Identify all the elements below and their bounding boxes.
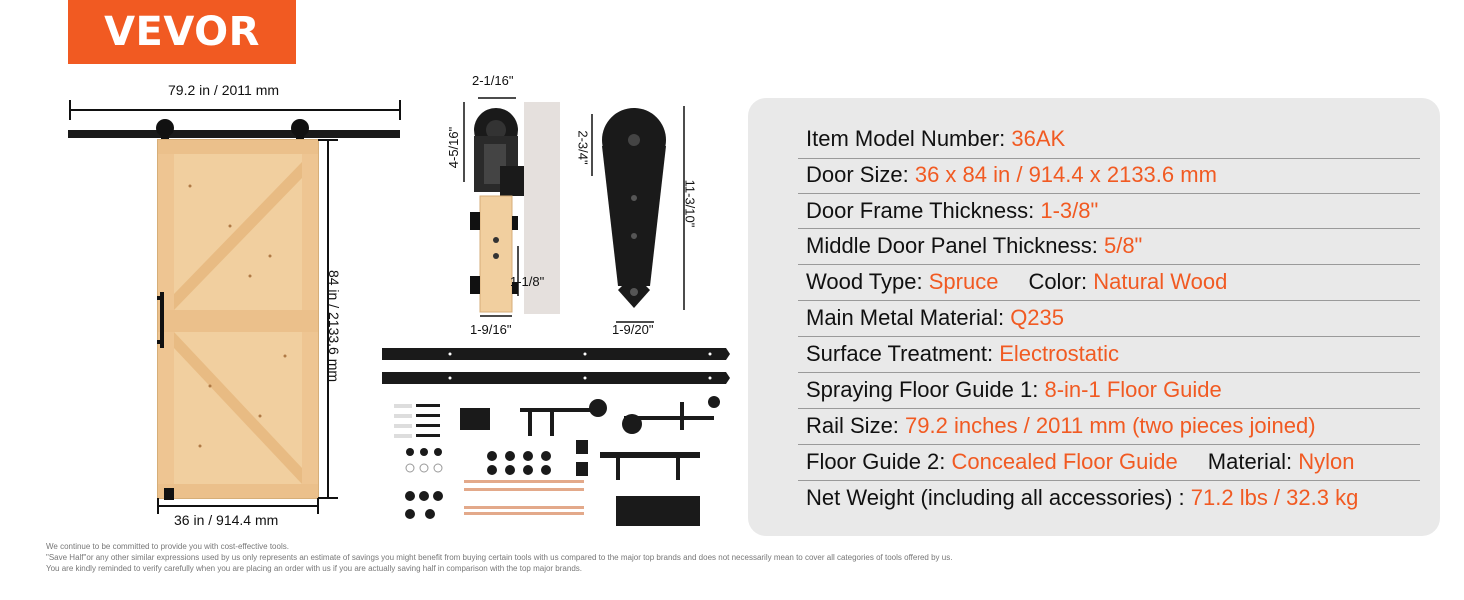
- spec-metal-material: Main Metal Material: Q235: [806, 305, 1065, 330]
- door-height-label: 84 in / 2133.6 mm: [326, 269, 343, 383]
- footnote-line-1: We continue to be committed to provide you with cost-effective tools.: [46, 542, 289, 551]
- door-width-label: 36 in / 914.4 mm: [174, 512, 279, 528]
- hardware-kit-contents: [380, 344, 742, 530]
- side-height-dim: 4-5/16": [446, 126, 462, 169]
- top-width-dim: 2-1/16": [472, 73, 514, 88]
- strap-bottom-dim: 1-9/20": [612, 322, 654, 337]
- strap-height-dim: 11-3/10": [682, 179, 698, 228]
- gap-dim: 1-1/8": [510, 274, 545, 289]
- barn-door-illustration: [60, 96, 420, 536]
- spec-net-weight: Net Weight (including all accessories) : 71.2 lbs / 32.3 kg: [806, 485, 1359, 510]
- spec-door-size: Door Size: 36 x 84 in / 914.4 x 2133.6 mm: [806, 162, 1217, 187]
- footnote-line-2: "Save Half"or any other similar expressions used by us only represents an estimate of savings you might benefit from buying certain tools with us compared to the major top brands and does not necessarily mean to cover all categories of tools offered by us.: [46, 553, 953, 562]
- vevor-logo: VEVOR: [68, 0, 296, 64]
- spec-model-number: Item Model Number: 36AK: [806, 126, 1066, 151]
- spec-wood-type: Wood Type: Spruce Color: Natural Wood: [806, 269, 1228, 294]
- spec-rail-size: Rail Size: 79.2 inches / 2011 mm (two pieces joined): [806, 413, 1316, 438]
- spec-floor-guide-2: Floor Guide 2: Concealed Floor Guide Material: Nylon: [806, 449, 1355, 474]
- footnote-line-3: You are kindly reminded to verify carefully when you are placing an order with us if you are actually saving half in comparison with the top major brands.: [46, 564, 582, 573]
- rail-width-label: 79.2 in / 2011 mm: [168, 82, 280, 98]
- spec-surface-treatment: Surface Treatment: Electrostatic: [806, 341, 1120, 366]
- spec-frame-thickness: Door Frame Thickness: 1-3/8": [806, 198, 1099, 223]
- strap-upper-dim: 2-3/4": [575, 130, 591, 165]
- spec-panel-thickness: Middle Door Panel Thickness: 5/8": [806, 233, 1143, 258]
- bottom-width-dim: 1-9/16": [470, 322, 512, 337]
- spec-floor-guide-1: Spraying Floor Guide 1: 8-in-1 Floor Guide: [806, 377, 1222, 402]
